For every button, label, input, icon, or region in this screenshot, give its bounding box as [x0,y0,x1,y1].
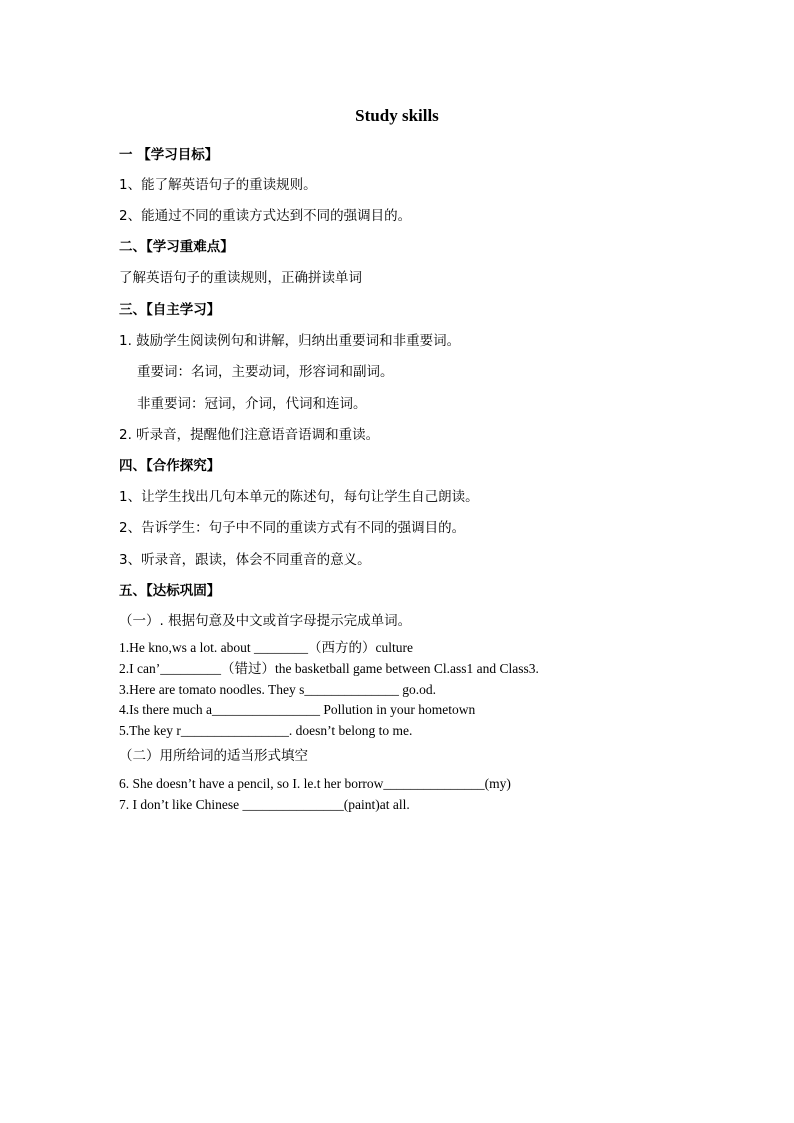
question-1: 1.He kno,ws a lot. about ________（西方的）culture [119,640,413,655]
section-4-item-2: 2、告诉学生：句子中不同的重读方式有不同的强调目的。 [119,520,466,536]
document-title: Study skills [355,106,439,125]
section-3-heading: 三、【自主学习】 [119,302,221,318]
question-5: 5.The key r________________. doesn’t belong to me. [119,723,413,738]
section-2-text: 了解英语句子的重读规则，正确拼读单词 [119,270,362,286]
section-3-item-1: 1. 鼓励学生阅读例句和讲解，归纳出重要词和非重要词。 [119,333,461,349]
section-1-item-1: 1、能了解英语句子的重读规则。 [119,177,317,193]
question-2: 2.I can’_________（错过）the basketball game between Cl.ass1 and Class3. [119,661,539,676]
section-4-heading: 四、【合作探究】 [119,458,221,474]
section-2-heading: 二、【学习重难点】 [119,239,234,255]
section-3-item-1-non-important-words: 非重要词：冠词，介词，代词和连词。 [137,396,367,412]
section-4-item-1: 1、让学生找出几句本单元的陈述句，每句让学生自己朗读。 [119,489,479,505]
question-7: 7. I don’t like Chinese _______________(paint)at all. [119,797,410,812]
part-2-heading: （二）用所给词的适当形式填空 [119,748,308,764]
section-1-heading: 一 【学习目标】 [119,147,219,163]
section-1-item-2: 2、能通过不同的重读方式达到不同的强调目的。 [119,208,412,224]
question-4: 4.Is there much a________________ Pollution in your hometown [119,702,476,717]
section-4-item-3: 3、听录音，跟读，体会不同重音的意义。 [119,552,371,568]
section-5-heading: 五、【达标巩固】 [119,583,221,599]
question-6: 6. She doesn’t have a pencil, so I. le.t her borrow_______________(my) [119,776,511,791]
question-3: 3.Here are tomato noodles. They s______________ go.od. [119,682,436,697]
part-1-heading: （一）. 根据句意及中文或首字母提示完成单词。 [119,613,412,629]
section-3-item-1-important-words: 重要词：名词，主要动词，形容词和副词。 [137,364,394,380]
section-3-item-2: 2. 听录音，提醒他们注意语音语调和重读。 [119,427,380,443]
